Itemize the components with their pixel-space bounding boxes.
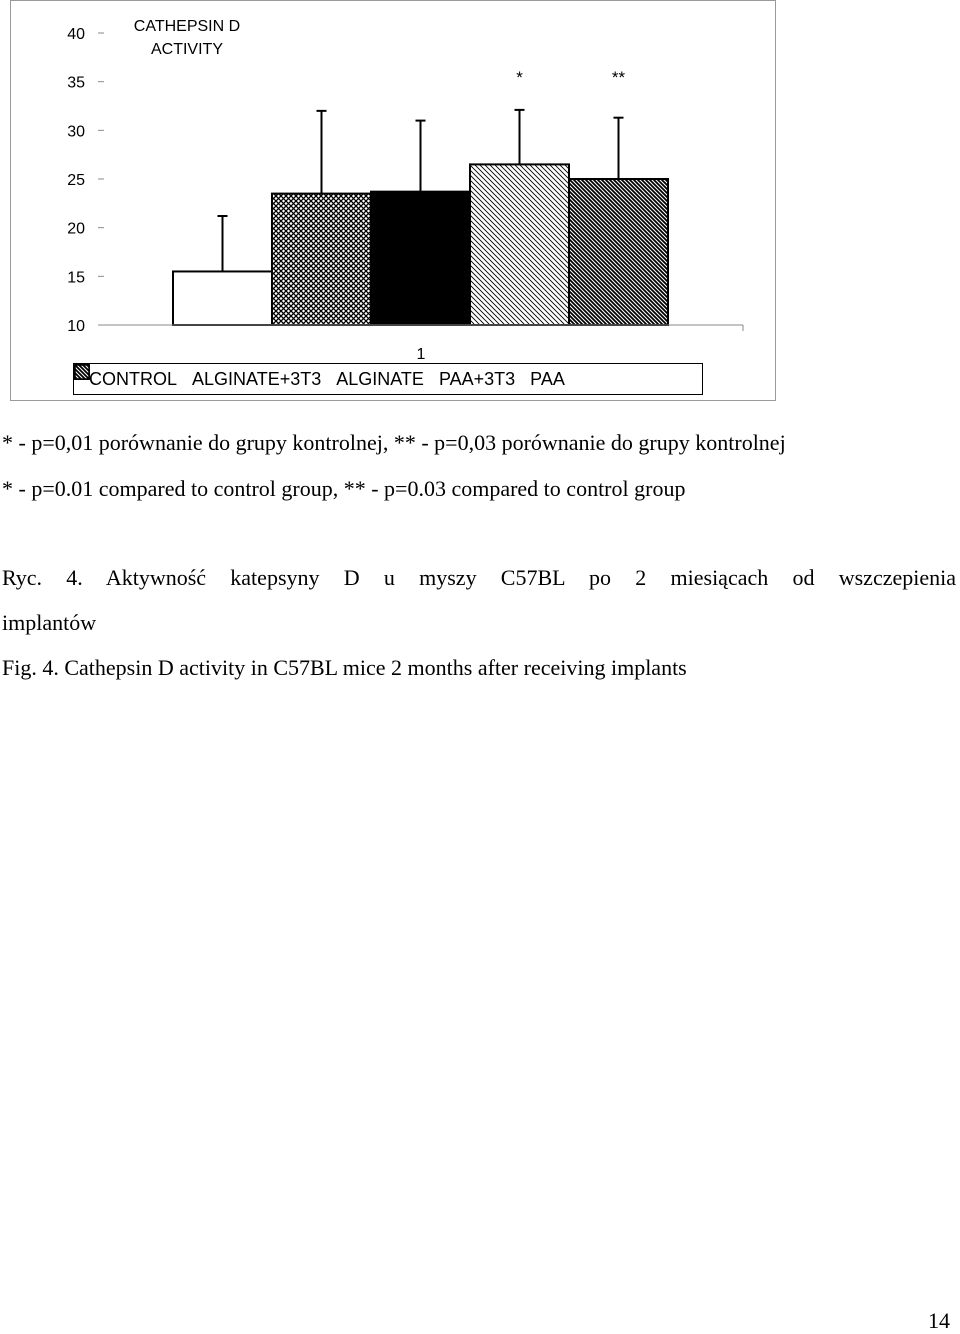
- legend-item-paa: [527, 369, 565, 390]
- legend-item-control: [86, 369, 177, 390]
- bar-alginate: [371, 192, 470, 325]
- y-tick-label: 15: [67, 269, 85, 287]
- bar-paa-3t3: [470, 164, 569, 325]
- legend-item-alginate: [333, 369, 424, 390]
- bar-paa: [569, 179, 668, 325]
- figure-caption-pl-line-2: implantów: [2, 610, 97, 635]
- y-tick-label: 10: [67, 318, 85, 335]
- significance-note-en: * - p=0.01 compared to control group, ** - p=0.03 compared to control group: [2, 476, 686, 501]
- legend-label-paa: PAA: [530, 368, 565, 389]
- figure-caption-en: Fig. 4. Cathepsin D activity in C57BL mice 2 months after receiving implants: [2, 655, 687, 680]
- page-number: 14: [928, 1308, 950, 1333]
- y-tick-label: 35: [67, 74, 85, 92]
- legend-item-paa-3t3: [436, 369, 515, 390]
- bar-chart: [11, 1, 775, 400]
- y-tick-label: 30: [67, 123, 85, 141]
- legend-swatch-paa: [74, 364, 90, 380]
- legend-label-alginate: ALGINATE: [336, 368, 424, 389]
- legend-label-paa-3t3: PAA+3T3: [438, 368, 516, 389]
- chart-title-line-1: CATHEPSIN D: [133, 18, 241, 35]
- significance-note-pl: * - p=0,01 porównanie do grupy kontrolnej, ** - p=0,03 porównanie do grupy kontrolnej: [2, 430, 786, 455]
- significance-marker: *: [516, 68, 523, 87]
- chart-title-line-2: ACTIVITY: [150, 41, 224, 58]
- legend-label-control: CONTROL: [89, 368, 178, 389]
- y-tick-label: 25: [67, 172, 85, 189]
- y-tick-label: 40: [67, 26, 85, 43]
- bar-alginate-3t3: [272, 194, 371, 325]
- legend-label-alginate-3t3: ALGINATE+3T3: [192, 368, 322, 389]
- y-tick-label: 20: [67, 220, 85, 238]
- bar-control: [173, 271, 272, 325]
- figure-caption-pl-line-1: Ryc. 4. Aktywność katepsyny D u myszy C57BL po 2 miesiącach od wszczepienia: [2, 565, 956, 590]
- significance-marker: **: [611, 68, 626, 87]
- legend-item-alginate-3t3: [189, 369, 321, 390]
- chart-legend: [73, 363, 703, 395]
- x-tick-label: 1: [416, 346, 426, 363]
- chart-frame: [10, 0, 776, 401]
